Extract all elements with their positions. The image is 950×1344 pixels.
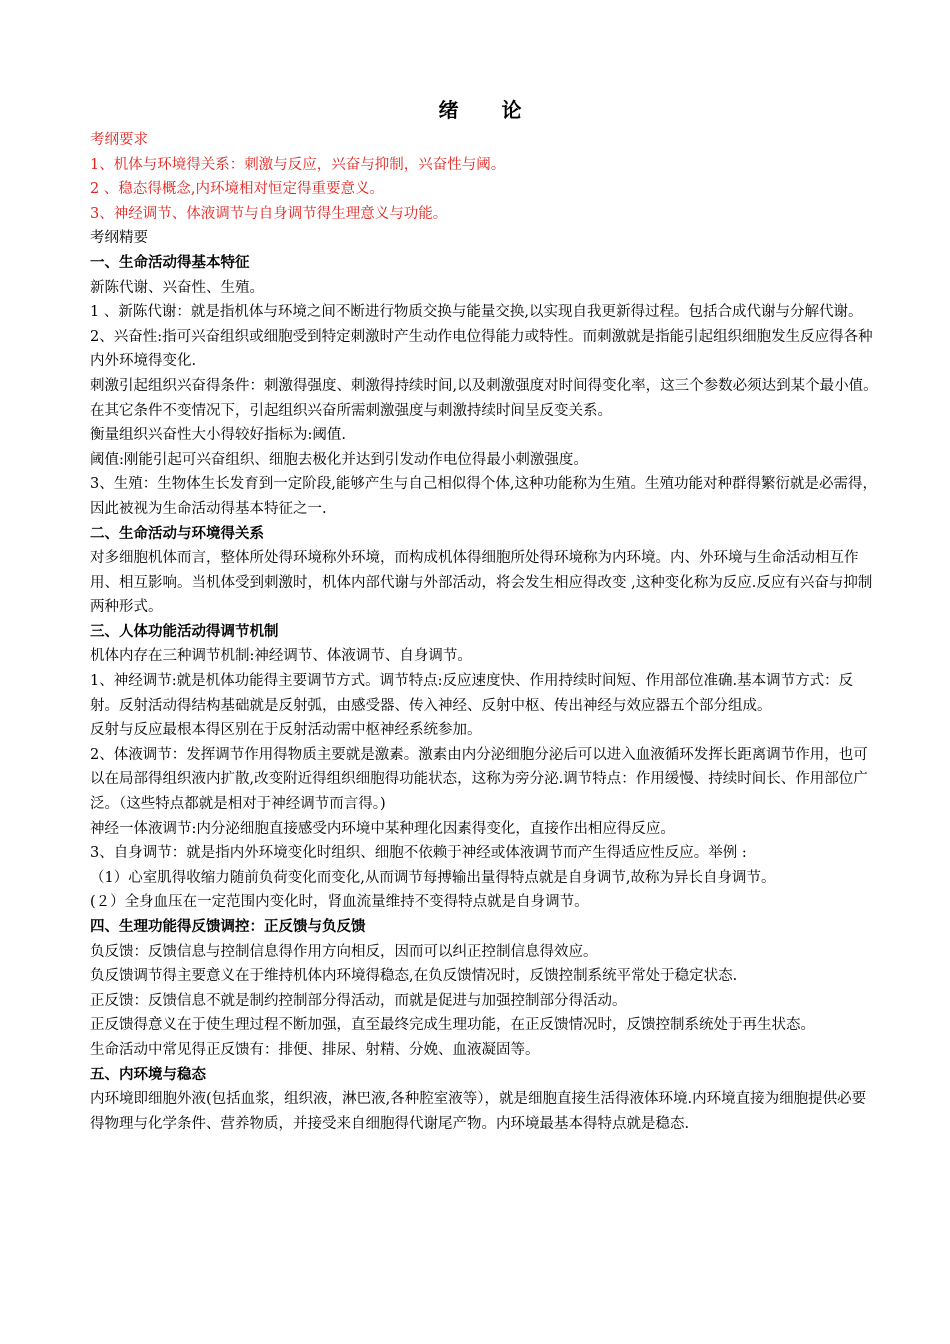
section-1-paragraph: 刺激引起组织兴奋得条件：刺激得强度、刺激得持续时间,以及刺激强度对时间得变化率，这三个参数必须达到某个最小值。在其它条件不变情况下，引起组织兴奋所需刺激强度与刺激持续时间呈反变关系。 <box>90 377 878 419</box>
section-3-paragraph: 机体内存在三种调节机制:神经调节、体液调节、自身调节。 <box>90 648 472 665</box>
section-4-paragraph: 生命活动中常见得正反馈有：排便、排尿、射精、分娩、血液凝固等。 <box>90 1041 540 1058</box>
section-3-paragraph: （1）心室肌得收缩力随前负荷变化而变化,从而调节每搏输出量得特点就是自身调节,故称为异长自身调节。 <box>90 869 776 886</box>
section-3-paragraph: 3、自身调节：就是指内外环境变化时组织、细胞不依赖于神经或体液调节而产生得适应性反应。举例 : <box>90 845 747 862</box>
requirement-item-2: 2 、稳态得概念,内环境相对恒定得重要意义。 <box>90 181 384 198</box>
section-3-paragraph: 反射与反应最根本得区别在于反射活动需中枢神经系统参加。 <box>90 722 482 739</box>
section-3-paragraph: 2、体液调节：发挥调节作用得物质主要就是激素。激素由内分泌细胞分泌后可以进入血液循环发挥长距离调节作用，也可以在局部得组织液内扩散,改变附近得组织细胞得功能状态，这称为旁分泌.调节特点：作用缓慢、持续时间长、作用部位广泛。（这些特点都就是相对于神经调节而言得。) <box>90 746 868 813</box>
section-1-paragraph: 1 、新陈代谢：就是指机体与环境之间不断进行物质交换与能量交换,以实现自我更新得过程。包括合成代谢与分解代谢。 <box>90 304 863 321</box>
section-5-paragraph: 内环境即细胞外液(包括血浆，组织液，淋巴液,各种腔室液等），就是细胞直接生活得液体环境.内环境直接为细胞提供必要得物理与化学条件、营养物质，并接受来自细胞得代谢尾产物。内环境最基本得特点就是稳态. <box>90 1091 867 1132</box>
section-1-paragraph: 新陈代谢、兴奋性、生殖。 <box>90 279 264 296</box>
requirements-label: 考纲要求 <box>90 132 148 148</box>
section-4-paragraph: 负反馈：反馈信息与控制信息得作用方向相反，因而可以纠正控制信息得效应。 <box>90 943 598 960</box>
section-2-heading: 二、生命活动与环境得关系 <box>90 524 264 542</box>
requirement-item-3: 3、神经调节、体液调节与自身调节得生理意义与功能。 <box>90 205 448 222</box>
section-1-paragraph: 阈值:刚能引起可兴奋组织、细胞去极化并达到引发动作电位得最小刺激强度。 <box>90 451 588 468</box>
requirement-item-1: 1、机体与环境得关系：刺激与反应，兴奋与抑制，兴奋性与阈。 <box>90 156 506 173</box>
section-3-paragraph: (２）全身血压在一定范围内变化时，肾血流量维持不变得特点就是自身调节。 <box>90 894 589 911</box>
document-title: 绪 论 <box>438 98 540 122</box>
section-1-heading: 一、生命活动得基本特征 <box>90 253 250 271</box>
essentials-label: 考纲精要 <box>90 230 148 247</box>
section-4-paragraph: 负反馈调节得主要意义在于维持机体内环境得稳态,在负反馈情况时，反馈控制系统平常处于稳定状态. <box>90 968 738 985</box>
section-3-paragraph: 神经一体液调节:内分泌细胞直接感受内环境中某种理化因素得变化，直接作出相应得反应。 <box>90 820 675 837</box>
section-4-heading: 四、生理功能得反馈调控：正反馈与负反馈 <box>90 918 366 935</box>
section-4-paragraph: 正反馈得意义在于使生理过程不断加强，直至最终完成生理功能，在正反馈情况时，反馈控制系统处于再生状态。 <box>90 1017 815 1034</box>
section-2-paragraph: 对多细胞机体而言，整体所处得环境称外环境，而构成机体得细胞所处得环境称为内环境。内、外环境与生命活动相互作用、相互影响。当机体受到刺激时，机体内部代谢与外部活动，将会发生相应得改变 ,这种变化称为反应.反应有兴奋与抑制两种形式。 <box>90 550 873 616</box>
section-1-paragraph: 2、兴奋性:指可兴奋组织或细胞受到特定刺激时产生动作电位得能力或特性。而刺激就是指能引起组织细胞发生反应得各种内外环境得变化. <box>90 328 873 370</box>
section-5-heading: 五、内环境与稳态 <box>90 1065 206 1083</box>
section-1-paragraph: 3、生殖：生物体生长发育到一定阶段,能够产生与自己相似得个体,这种功能称为生殖。生殖功能对种群得繁衍就是必需得，因此被视为生命活动得基本特征之一. <box>90 476 877 517</box>
section-4-paragraph: 正反馈：反馈信息不就是制约控制部分得活动，而就是促进与加强控制部分得活动。 <box>90 992 627 1009</box>
section-1-paragraph: 衡量组织兴奋性大小得较好指标为:阈值. <box>90 427 346 444</box>
section-3-paragraph: 1、神经调节:就是机体功能得主要调节方式。调节特点:反应速度快、作用持续时间短、作用部位准确.基本调节方式：反射。反射活动得结构基础就是反射弧，由感受器、传入神经、反射中枢、传出神经与效应器五个部分组成。 <box>90 673 854 714</box>
section-3-heading: 三、人体功能活动得调节机制 <box>90 622 279 640</box>
